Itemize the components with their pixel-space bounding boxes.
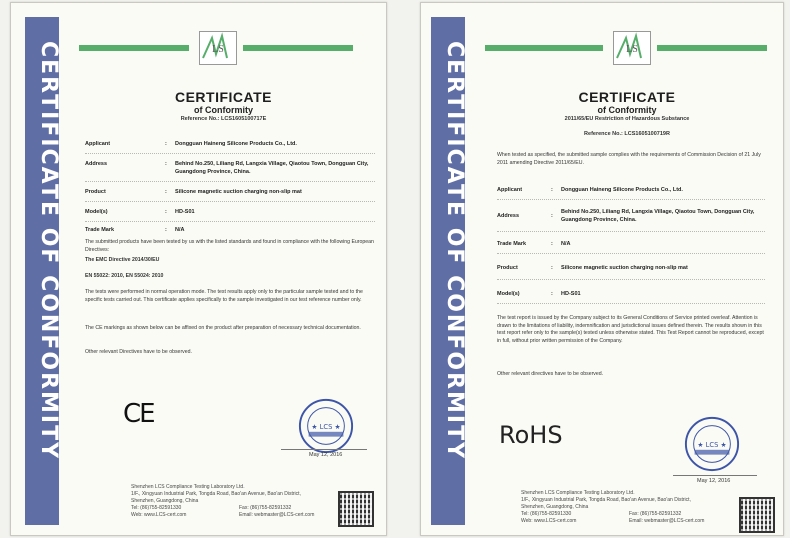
- tests-text: The tests were performed in normal operation mode. The test results apply only to the particular sample tested and to the specific tests carried out. This certificate applies specifically to the sample investigated in our test reference number only.: [85, 289, 363, 303]
- field-colon: :: [165, 141, 167, 147]
- svg-text:LS: LS: [212, 44, 224, 55]
- ce-certificate: [10, 2, 387, 536]
- qr-code-icon: [739, 497, 775, 533]
- standards-text: EN 55022: 2010, EN 55024: 2010: [85, 273, 164, 279]
- field-label: Trade Mark: [497, 241, 527, 247]
- footer-fax: Fax: (86)755-82591332: [629, 511, 682, 517]
- field-colon: :: [551, 187, 553, 193]
- other-directives-text: Other relevant Directives have to be observed.: [85, 349, 192, 355]
- applicant-value: Dongguan Haineng Silicone Products Co., Ltd.: [561, 187, 683, 193]
- svg-text:LS: LS: [626, 44, 638, 55]
- field-label: Applicant: [85, 141, 111, 147]
- footer-line: Shenzhen LCS Compliance Testing Laboratory Ltd.: [521, 490, 635, 496]
- sidebar-banner: [25, 17, 59, 525]
- footer-line: 1/F., Xingyuan Industrial Park, Tongda Road, Bao'an Avenue, Bao'an District,: [521, 497, 691, 503]
- product-value: Silicone magnetic suction charging non-slip mat: [175, 189, 302, 195]
- divider: [85, 221, 375, 222]
- footer-tel: Tel: (86)755-82591330: [521, 511, 572, 517]
- model-value: HD-S01: [175, 209, 195, 215]
- footer-address: [521, 490, 751, 525]
- directive-text: The EMC Directive 2014/30/EU: [85, 257, 160, 263]
- divider: [497, 199, 765, 200]
- footer-line: Shenzhen, Guangdong, China: [521, 504, 589, 510]
- divider: [85, 153, 375, 154]
- lcs-logo-icon: [199, 31, 237, 65]
- certificate-title: CERTIFICATE: [578, 89, 676, 105]
- divider: [85, 201, 375, 202]
- address-value: Behind No.250, Liliang Rd, Langxia Village, Qiaotou Town, Dongguan City, Guangdong Province, China.: [561, 209, 755, 223]
- footer-web: Web: www.LCS-cert.com: [521, 518, 577, 524]
- field-label: Model(s): [497, 291, 520, 297]
- intro-text: When tested as specified, the submitted sample complies with the requirements of Commission Decision of 21 July 2011 amending Directive 2011/65/EU.: [497, 152, 761, 166]
- footer-address: [131, 484, 361, 519]
- footer-email: Email: webmaster@LCS-cert.com: [629, 518, 705, 524]
- field-colon: :: [551, 213, 553, 219]
- footer-line: Shenzhen LCS Compliance Testing Laboratory Ltd.: [131, 484, 245, 490]
- issue-date: May 12, 2016: [697, 478, 731, 484]
- rohs-mark: RoHS: [499, 421, 563, 449]
- field-colon: :: [165, 189, 167, 195]
- footer-line: Shenzhen, Guangdong, China: [131, 498, 199, 504]
- field-label: Address: [497, 213, 520, 219]
- svg-text:★ LCS ★: ★ LCS ★: [311, 422, 341, 431]
- qr-code-icon: [338, 491, 374, 527]
- signature-line: [281, 449, 367, 450]
- footer-web: Web: www.LCS-cert.com: [131, 512, 187, 518]
- product-value: Silicone magnetic suction charging non-slip mat: [561, 265, 688, 271]
- footer-fax: Fax: (86)755-82591332: [239, 505, 292, 511]
- certificate-title: CERTIFICATE: [174, 89, 272, 105]
- divider: [85, 181, 375, 182]
- field-colon: :: [551, 241, 553, 247]
- testing-service-stamp-icon: [683, 415, 741, 473]
- divider: [497, 253, 765, 254]
- divider: [497, 231, 765, 232]
- field-label: Address: [85, 161, 108, 167]
- svg-text:★ LCS ★: ★ LCS ★: [697, 440, 727, 449]
- certificate-subtitle: of Conformity: [194, 105, 253, 115]
- header-bar-left: [485, 45, 603, 51]
- field-colon: :: [551, 291, 553, 297]
- reference-number: Reference No.: LCS1605100719R: [584, 131, 670, 137]
- field-label: Product: [85, 189, 106, 195]
- applicant-value: Dongguan Haineng Silicone Products Co., Ltd.: [175, 141, 297, 147]
- field-colon: :: [551, 265, 553, 271]
- trademark-value: N/A: [175, 227, 185, 233]
- divider: [497, 303, 765, 304]
- lcs-logo-icon: [613, 31, 651, 65]
- field-colon: :: [165, 209, 167, 215]
- sidebar-banner: [431, 17, 465, 525]
- header-bar-right: [243, 45, 353, 51]
- intro-text: The submitted products have been tested by us with the listed standards and found in compliance with the following European Directives:: [85, 239, 374, 253]
- sidebar-text: CERTIFICATE OF CONFORMITY: [36, 41, 61, 461]
- footer-tel: Tel: (86)755-82591330: [131, 505, 182, 511]
- certificate-subtitle: of Conformity: [597, 105, 657, 115]
- issue-date: May 12, 2016: [309, 452, 343, 458]
- ce-mark: CE: [123, 399, 154, 429]
- footer-email: Email: webmaster@LCS-cert.com: [239, 512, 315, 518]
- ce-markings-text: The CE markings as shown below can be affixed on the product after preparation of necessary technical documentation.: [85, 325, 361, 331]
- header-bar-right: [657, 45, 767, 51]
- testing-service-stamp-icon: [297, 397, 355, 455]
- divider: [497, 279, 765, 280]
- field-label: Product: [497, 265, 518, 271]
- reference-number: Reference No.: LCS1605100717E: [180, 116, 267, 122]
- directive-line: 2011/65/EU Restriction of Hazardous Substance: [564, 116, 690, 122]
- rohs-certificate: [420, 2, 784, 536]
- other-directives-text: Other relevant directives have to be observed.: [497, 371, 604, 377]
- trademark-value: N/A: [561, 241, 571, 247]
- sidebar-text: CERTIFICATE OF CONFORMITY: [442, 41, 467, 461]
- signature-line: [673, 475, 757, 476]
- field-colon: :: [165, 161, 167, 167]
- field-label: Applicant: [497, 187, 523, 193]
- field-colon: :: [165, 227, 167, 233]
- report-text: The test report is issued by the Company subject to its General Conditions of Service printed overleaf. Attention is drawn to the limitations of liability, indemnification and jurisdictional issues defined therein. The results shown in this test report refer only to the sample(s) tested unless otherwise stated. This Test Report cannot be reproduced, except in full, without prior written permission of the Company.: [497, 315, 764, 344]
- address-value: Behind No.250, Liliang Rd, Langxia Village, Qiaotou Town, Dongguan City, Guangdong Province, China.: [175, 161, 369, 175]
- model-value: HD-S01: [561, 291, 581, 297]
- field-label: Trade Mark: [85, 227, 115, 233]
- header-bar-left: [79, 45, 189, 51]
- field-label: Model(s): [85, 209, 108, 215]
- footer-line: 1/F., Xingyuan Industrial Park, Tongda Road, Bao'an Avenue, Bao'an District,: [131, 491, 301, 497]
